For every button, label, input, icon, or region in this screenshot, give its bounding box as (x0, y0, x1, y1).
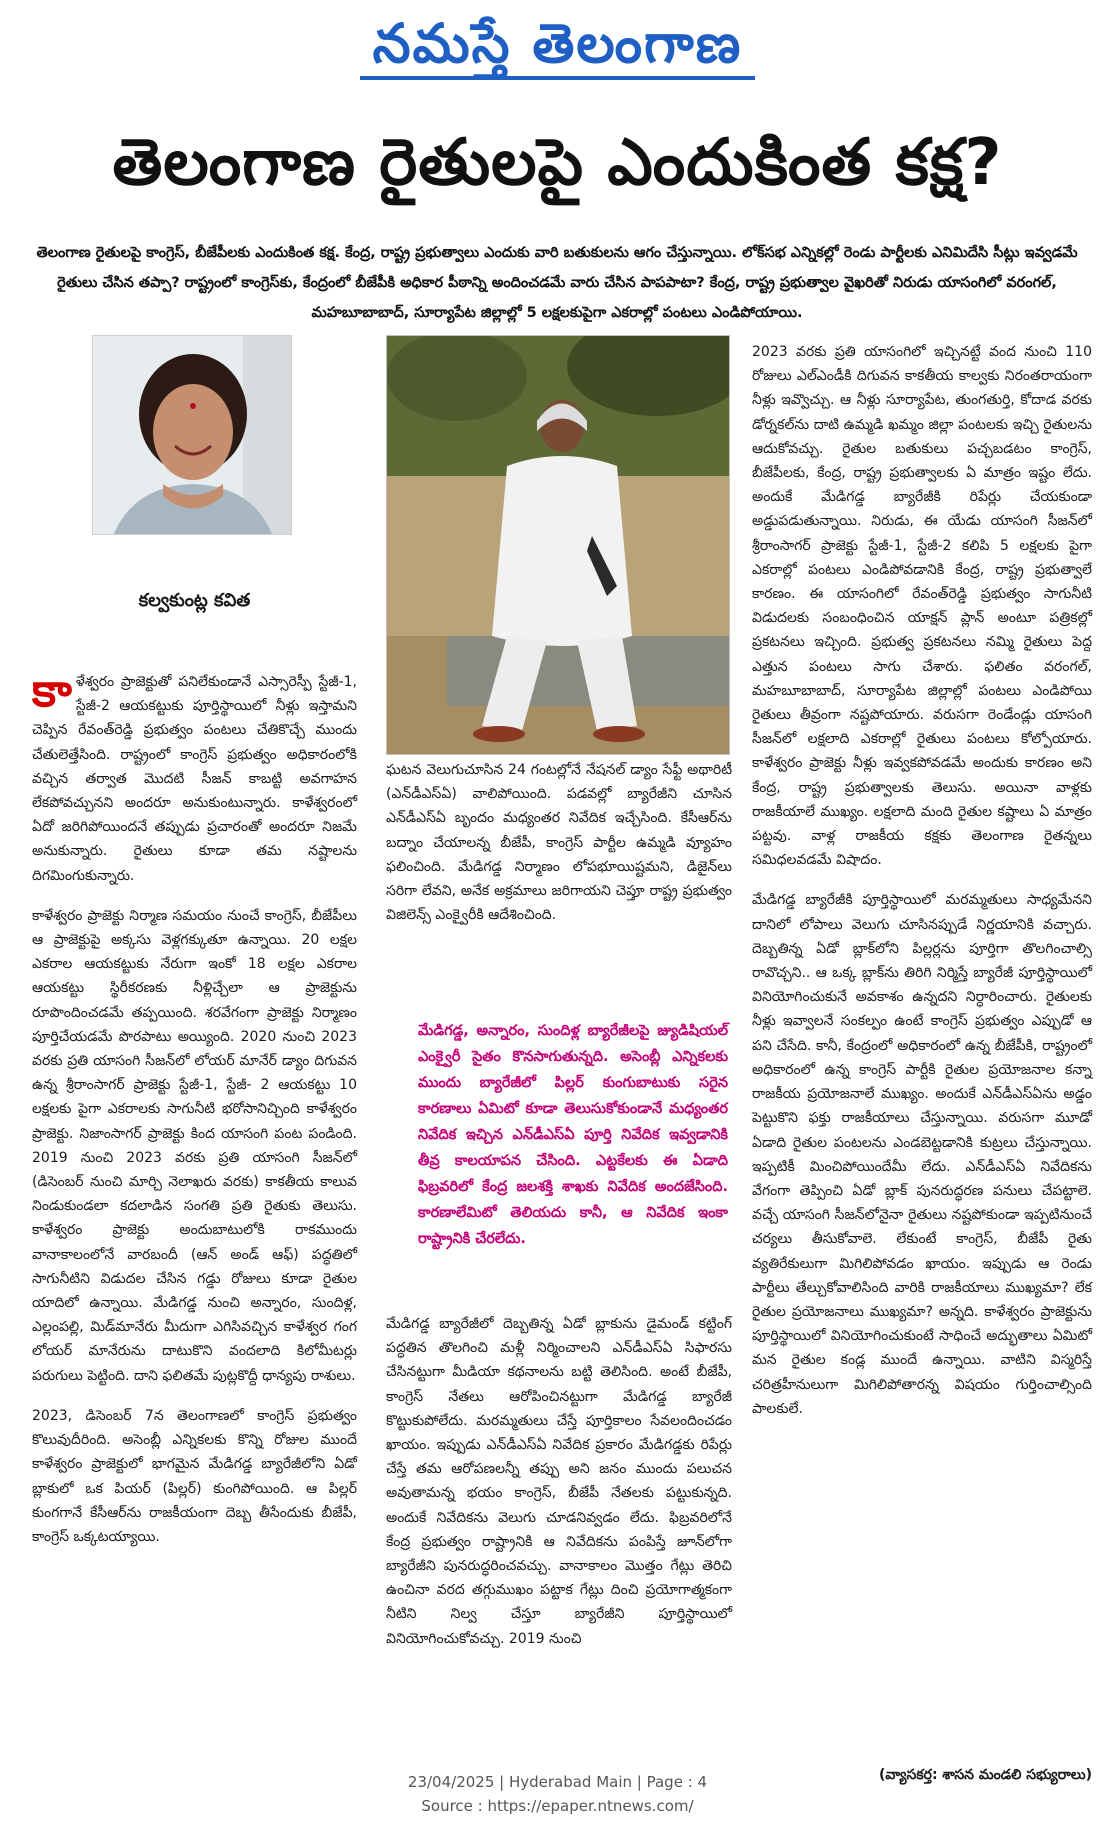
intro-deck: తెలంగాణ రైతులపై కాంగ్రెస్, బీజేపీలకు ఎందుకింత కక్ష. కేంద్ర, రాష్ట్ర ప్రభుత్వాలు ఎందుకు వారి బతుకులను ఆగం చేస్తున్నాయి. లోక్‌సభ ఎన్నికల్లో రెండు పార్టీలకు ఎనిమిదేసి సీట్లు ఇవ్వడమే రైతులు చేసిన తప్పా? రాష్ట్రంలో కాంగ్రెస్‌కు, కేంద్రంలో బీజేపీకి అధికార పీఠాన్ని అందించడమే వారు చేసిన పాపపాటా? కేంద్ర, రాష్ట్ర ప్రభుత్వాల వైఖరితో నిరుడు యాసంగిలో వరంగల్, మహబూబాబాద్, సూర్యాపేట జిల్లాల్లో 5 లక్షలకుపైగా ఎకరాల్లో పంటలు ఎండిపోయాయి. (36, 245, 1078, 321)
dropcap: కా (32, 663, 72, 717)
author-portrait-illustration (93, 336, 292, 535)
author-photo (92, 335, 292, 535)
farmer-sitting-illustration (387, 336, 730, 755)
article-paragraph: 2023 వరకు ప్రతి యాసంగిలో ఇచ్చినట్టే వంద నుంచి 110 రోజులు ఎల్‌ఎండీకి దిగువన కాకతీయ కాల్వకు నిరంతరాయంగా నీళ్లు ఇవ్వొచ్చు. ఆ నీళ్లు సూర్యాపేట, తుంగతుర్తి, కోదాడ వరకు డోర్నకల్‌ను దాటి ఉమ్మడి ఖమ్మం జిల్లా పంటలకు ఇచ్చి రైతులను ఆదుకోవచ్చు. రైతుల బతుకులు పచ్చబడటం కాంగ్రెస్, బీజేపీలకు, కేంద్ర, రాష్ట్ర ప్రభుత్వాలకు ఏ మాత్రం ఇష్టం లేదు. అందుకే మేడిగడ్డ బ్యారేజీకి రిపేర్లు చేయకుండా అడ్డుపడుతున్నాయి. నిరుడు, ఈ యేడు యాసంగి సీజన్‌లో శ్రీరాంసాగర్ ప్రాజెక్టు స్టేజీ-1, స్టేజీ-2 కలిపి 5 లక్షలకు పైగా ఎకరాల్లో పంటలు ఎండిపోవడానికి కేంద్ర, రాష్ట్ర ప్రభుత్వాలే కారణం. ఈ యాసంగిలో రేవంత్‌రెడ్డి ప్రభుత్వం సాగునీటి విడుదలకు సంబంధించిన యాక్షన్ ప్లాన్ అంటూ పత్రికల్లో ప్రకటనలు ఇచ్చింది. ప్రభుత్వ ప్రకటనలు నమ్మి రైతులు పెద్ద ఎత్తున పంటలు సాగు చేశారు. ఫలితం వరంగల్, మహబూబాబాద్, సూర్యాపేట జిల్లాల్లో పంటలు ఎండిపోయి రైతులు తీవ్రంగా నష్టపోయారు. వరుసగా రెండేండ్లు యాసంగి సీజన్‌లో లక్షలాది ఎకరాల్లో రైతులు పంటలు కోల్పోయారు. కాళేశ్వరం ప్రాజెక్టు నీళ్లు ఇవ్వకపోవడమే అందుకు కారణం అని కేంద్ర, రాష్ట్ర ప్రభుత్వాలకు తెలుసు. అయినా వాళ్లకు రాజకీయాలే ముఖ్యం. లక్షలాది మంది రైతుల కష్టాలు ఏ మాత్రం పట్టవు. వాళ్ల రాజకీయ కక్షకు తెలంగాణ రైతన్నలు సమిధలవడమే విషాదం. (752, 344, 1092, 869)
masthead-underline (360, 76, 755, 80)
article-paragraph (32, 663, 357, 888)
paragraph-text: ళేశ్వరం ప్రాజెక్టుతో పనిలేకుండానే ఎస్సారెస్పీ స్టేజీ-1, స్టేజీ-2 ఆయకట్టుకు పూర్తిస్థాయిలో నీళ్లు ఇస్తామని చెప్పిన రేవంత్‌రెడ్డి ప్రభుత్వం పంటలు చేతికొచ్చే ముందు చేతులెత్తేసింది. రాష్ట్రంలో కాంగ్రెస్ ప్రభుత్వం అధికారంలోకి వచ్చిన తర్వాత మొదటి సీజన్ కాబట్టి అవగాహన లేకపోవచ్చునని అందరూ అనుకుంటున్నారు. కాళేశ్వరంలో ఏదో జరిగిపోయిందనే తప్పుడు ప్రచారంతో అందరూ నిజమే అనుకున్నారు. రైతులు కూడా తమ నష్టాలను దిగమింగుకున్నారు. (32, 674, 357, 884)
article-paragraph: కాళేశ్వరం ప్రాజెక్టు నిర్మాణ సమయం నుంచే కాంగ్రెస్, బీజేపీలు ఆ ప్రాజెక్టుపై అక్కసు వెళ్లగక్కుతూ ఉన్నాయి. 20 లక్షల ఎకరాల ఆయకట్టుకు నేరుగా ఇంకో 18 లక్షల ఎకరాల ఆయకట్టు స్థిరీకరణకు నీళ్లిచ్చేలా ఆ ప్రాజెక్టును రూపొందించడమే తప్పయింది. శరవేగంగా ప్రాజెక్టు నిర్మాణం పూర్తిచేయడమే పొరపాటు అయ్యింది. 2020 నుంచి 2023 వరకు ప్రతి యాసంగి సీజన్‌లో లోయర్ మానేర్ డ్యాం దిగువన ఉన్న శ్రీరాంసాగర్ ప్రాజెక్టు స్టేజీ-1, స్టేజీ- 2 ఆయకట్టు 10 లక్షలకు పైగా ఎకరాలకు సాగునీటి భరోసానిచ్చింది కాళేశ్వరం ప్రాజెక్టు. నిజాంసాగర్ ప్రాజెక్టు కింద యాసంగి పంట పండింది. 2019 నుంచి 2023 వరకు ప్రతి యాసంగి సీజన్‌లో (డిసెంబర్ నుంచి మార్చి నెలాఖరు వరకు) కాకతీయ కాలువ నిండుకుండలా కదలాడిన సంగతి ప్రతి రైతుకు తెలుసు. కాళేశ్వరం ప్రాజెక్టు అందుబాటులోకి రాకముందు వానాకాలంలోనే వారబందీ (ఆన్ అండ్ ఆఫ్) పద్ధతిలో సాగునీటిని విడుదల చేసిన గడ్డు రోజులు కూడా రైతుల యాదిలో ఉన్నాయి. మేడిగడ్డ నుంచి అన్నారం, సుందిళ్ల, ఎల్లంపల్లి, మిడ్‌మానేరు మీదుగా ఎగిసివచ్చిన కాళేశ్వర గంగ లోయర్ మానేరును దాటుకొని వందలాది కిలోమీటర్లు పరుగులు పెట్టింది. దాని ఫలితమే పుట్లకొద్దీ ధాన్యపు రాశులు. (32, 907, 357, 1384)
article-column-2-continued (386, 1312, 732, 1667)
pull-quote: మేడిగడ్డ, అన్నారం, సుందిళ్ల బ్యారేజీలపై జ్యుడిషియల్ ఎంక్వైరీ సైతం కొనసాగుతున్నది. అసెంబ్లీ ఎన్నికలకు ముందు బ్యారేజీలో పిల్లర్ కుంగుబాటుకు సరైన కారణాలు ఏమిటో కూడా తెలుసుకోకుండానే మధ్యంతర నివేదిక ఇచ్చిన ఎన్‌డీఎస్‌ఏ పూర్తి నివేదిక ఇవ్వడానికి తీవ్ర కాలయాపన చేసింది. ఎట్టకేలకు ఈ ఏడాది ఫిబ్రవరిలో కేంద్ర జలశక్తి శాఖకు నివేదిక అందజేసింది. కారణాలేమిటో తెలియదు కానీ, ఆ నివేదిక ఇంకా రాష్ట్రానికి చేరలేదు. (418, 1023, 728, 1247)
article-column-2 (386, 758, 732, 943)
article-paragraph: మేడిగడ్డ బ్యారేజీకి పూర్తిస్థాయిలో మరమ్మతులు సాధ్యమేనని దానిలో లోపాలు వెలుగు చూసినప్పుడే నిర్ణయానికి వచ్చారు. దెబ్బతిన్న ఏడో బ్లాక్‌లోని పిల్లర్లను పూర్తిగా తొలగించాల్సి రావొచ్చని.. ఆ ఒక్క బ్లాక్‌ను తిరిగి నిర్మిస్తే బ్యారేజీ పూర్తిస్థాయిలో వినియోగించుకునే అవకాశం ఉన్నదని నిర్ధారించారు. రైతులకు నీళ్లు ఇవ్వాలనే సంకల్పం ఉంటే కాంగ్రెస్ ప్రభుత్వం ఎప్పుడో ఆ పని చేసేది. కానీ, కేంద్రంలో అధికారంలో ఉన్న బీజేపీకి, రాష్ట్రంలో అధికారంలో ఉన్న కాంగ్రెస్ పార్టీకి రైతుల ప్రయోజనాల కన్నా రాజకీయ ప్రయోజనాలే ముఖ్యం. అందుకే ఎన్‌డీఎస్‌ఏను అడ్డం పెట్టుకొని ఫక్తు రాజకీయాలు చేస్తున్నాయి. వరుసగా మూడో ఏడాది రైతుల పంటలను ఎండబెట్టడానికి కుట్రలు చేస్తున్నాయి. ఇప్పటికీ మించిపోయిందేమీ లేదు. ఎన్‌డీఎస్‌ఏ నివేదికను వేగంగా తెప్పించి ఏడో బ్లాక్ పునరుద్ధరణ పనులు చేపట్టాలె. వచ్చే యాసంగి సీజన్‌లోనైనా రైతులు నష్టపోకుండా ఇప్పటినుంచే చర్యలు తీసుకోవాలె. లేకుంటే కాంగ్రెస్, బీజేపీ రైతు వ్యతిరేకులుగా మిగిలిపోవడం ఖాయం. ఇప్పుడు ఆ రెండు పార్టీలు తేల్చుకోవాలిసింది వారికి రాజకీయాలు ముఖ్యమా? లేక రైతుల ప్రయోజనాలు ముఖ్యమా? అన్నది. కాళేశ్వరం ప్రాజెక్టును పూర్తిస్థాయిలో వినియోగించుకుంటే సాధించే అద్భుతాలు ఏమిటో మన రైతుల కండ్ల ముందే ఉన్నాయి. వాటిని విస్మరిస్తే చరిత్రహీనులుగా మిగిలిపోతారన్న విషయం గుర్తించాల్సింది పాలకులే. (752, 892, 1092, 1417)
article-paragraph: 2023, డిసెంబర్ 7న తెలంగాణలో కాంగ్రెస్ ప్రభుత్వం కొలువుదీరింది. అసెంబ్లీ ఎన్నికలకు కొన్ని రోజుల ముందే కాళేశ్వరం ప్రాజెక్టులో భాగమైన మేడిగడ్డ బ్యారేజీలోని ఏడో బ్లాకులో ఒక పియర్ (పిల్లర్) కుంగిపోయింది. ఆ పిల్లర్ కుంగగానే కేసీఆర్‌ను రాజకీయంగా దెబ్బ తీసేందుకు బీజేపీ, కాంగ్రెస్ ఒక్కటయ్యాయి. (32, 1407, 357, 1545)
page-footer (0, 1770, 1115, 1818)
masthead-logo: నమస్తే తెలంగాణ (372, 11, 743, 75)
headline: తెలంగాణ రైతులపై ఎందుకింత కక్ష? (112, 126, 1003, 200)
footer-source-link[interactable]: Source : https://epaper.ntnews.com/ (421, 1797, 694, 1815)
author-name: కల్వకుంట్ల కవిత (138, 590, 251, 611)
footer-date-edition: 23/04/2025 | Hyderabad Main | Page : 4 (407, 1773, 708, 1791)
article-column-3 (752, 340, 1092, 1437)
farmer-photo (386, 335, 730, 755)
article-paragraph: ఘటన వెలుగుచూసిన 24 గంటల్లోనే నేషనల్ డ్యాం సేఫ్టీ అథారిటీ (ఎన్‌డీఎస్‌ఏ) వాలిపోయింది. పడవల్లో బ్యారేజీని చూసిన ఎన్‌డీఎస్‌ఏ బృందం మధ్యంతర నివేదిక ఇచ్చేసింది. కేసీఆర్‌ను బద్నాం చేయాలన్న బీజేపీ, కాంగ్రెస్ పార్టీల ఉమ్మడి వ్యూహం ఫలించింది. మేడిగడ్డ నిర్మాణం లోపభూయిష్టమని, డిజైన్‌లు సరిగా లేవని, అనేక అక్రమాలు జరిగాయని చెప్తూ రాష్ట్ర ప్రభుత్వం విజిలెన్స్ ఎంక్వైరీకి ఆదేశించింది. (386, 762, 732, 924)
author-byline: (వ్యాసకర్త: శాసన మండలి సభ్యురాలు) (879, 1767, 1092, 1783)
article-column-1 (32, 663, 357, 1565)
article-paragraph: మేడిగడ్డ బ్యారేజీలో దెబ్బతిన్న ఏడో బ్లాకును డైమండ్ కట్టింగ్ పద్ధతిన తొలగించి మళ్లీ నిర్మించాలని ఎన్‌డీఎస్‌ఏ సిఫారసు చేసినట్టుగా మీడియా కథనాలను బట్టి తెలిసింది. అంటే బీజేపీ, కాంగ్రెస్ నేతలు ఆరోపించినట్టుగా మేడిగడ్డ బ్యారేజీ కొట్టుకుపోలేదు. మరమ్మతులు చేస్తే పూర్తికాలం సేవలందించడం ఖాయం. ఇప్పుడు ఎన్‌డీఎస్‌ఏ నివేదిక ప్రకారం మేడిగడ్డకు రిపేర్లు చేస్తే తమ ఆరోపణలన్నీ తప్పు అని జనం ముందు పలుచన అవుతామన్న భయం కాంగ్రెస్, బీజేపీ నేతలకు పట్టుకున్నది. అందుకే నివేదికను వెలుగు చూడనివ్వడం లేదు. ఫిబ్రవరిలోనే కేంద్ర ప్రభుత్వం రాష్ట్రానికి ఆ నివేదికను పంపిస్తే జూన్‌లోగా బ్యారేజీని పునరుద్ధరించవచ్చు. వానాకాలం మొత్తం గేట్లు తెరిచి ఉంచినా వరద తగ్గుముఖం పట్టాక గేట్లు దించి ప్రయోగాత్మకంగా నీటిని నిల్వ చేస్తూ బ్యారేజీని పూర్తిస్థాయిలో వినియోగించుకోవచ్చు. 2019 నుంచి (386, 1316, 732, 1647)
